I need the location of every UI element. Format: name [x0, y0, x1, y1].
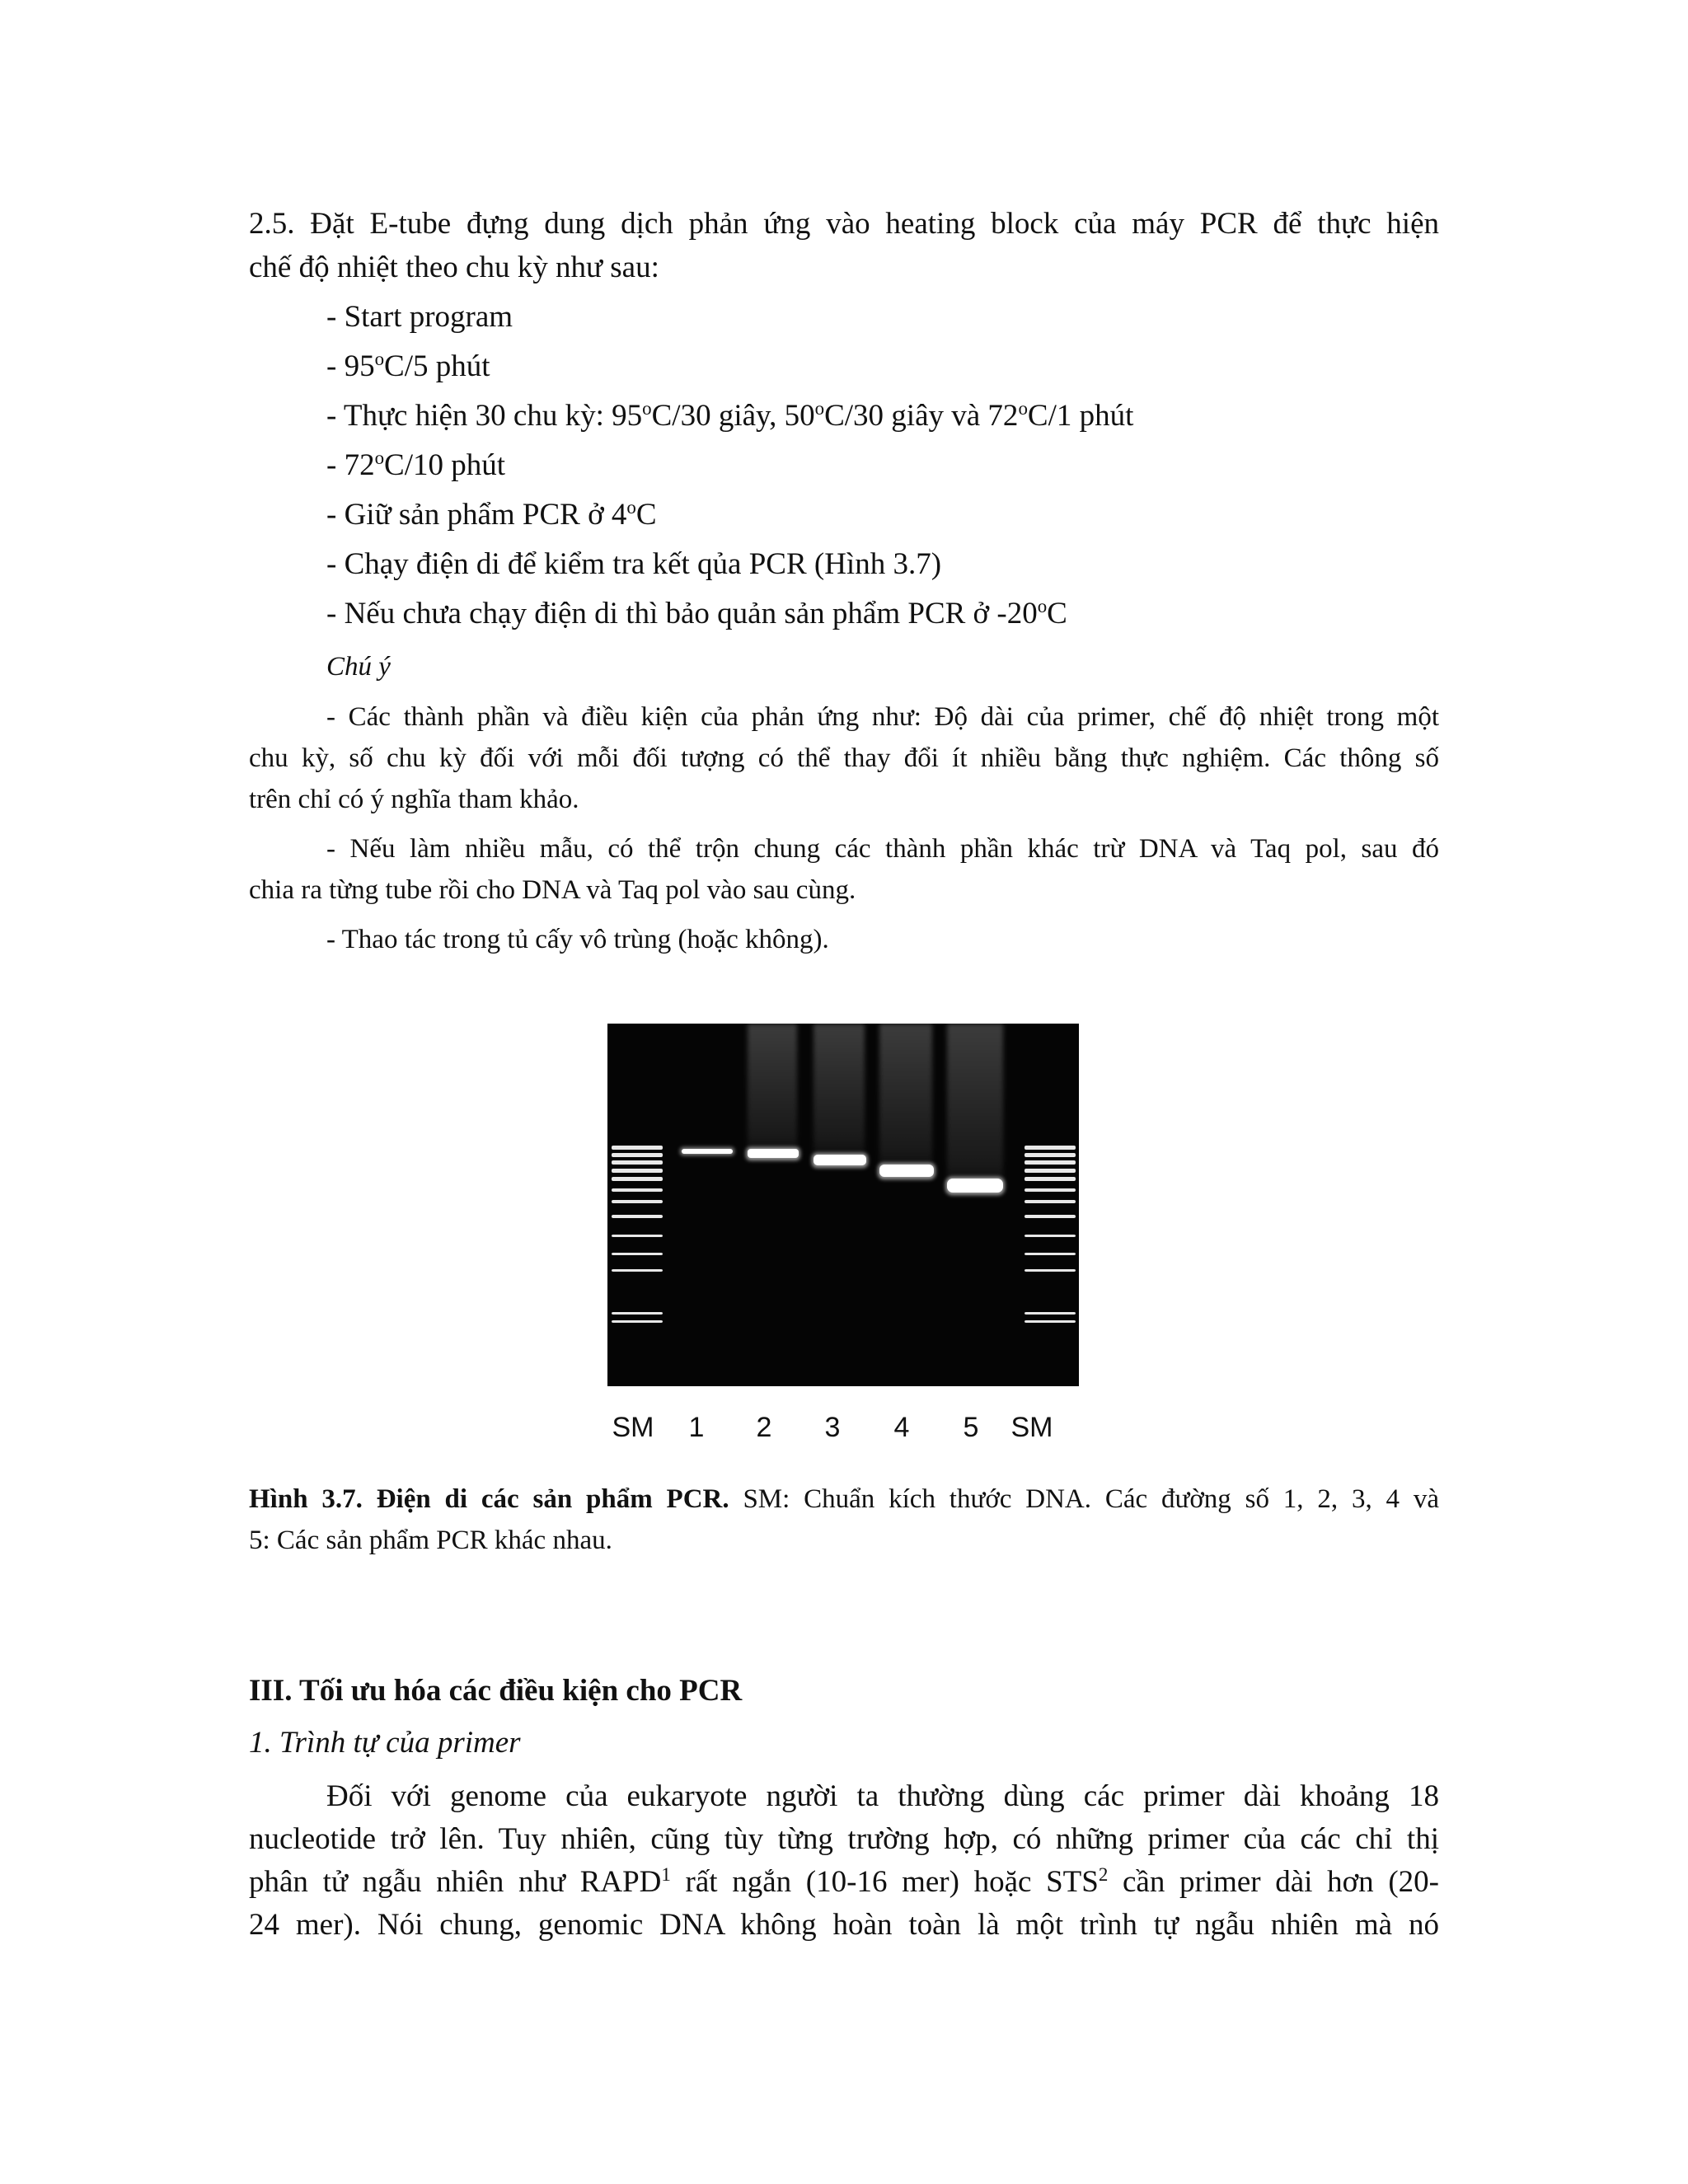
section-paragraph-line-1: Đối với genome của eukaryote người ta thường dùng các primer dài khoảng 18 [326, 1779, 1439, 1813]
lane-label-2: 2 [756, 1412, 772, 1443]
figure-caption-line-1: Hình 3.7. Điện di các sản phẩm PCR. SM: Chuẩn kích thước DNA. Các đường số 1, 2, 3, 4 và [249, 1484, 1439, 1514]
lane-label-5: 5 [963, 1412, 979, 1443]
gel-electrophoresis-image [607, 1024, 1079, 1386]
section-paragraph-line-4: 24 mer). Nói chung, genomic DNA không hoàn toàn là một trình tự ngẫu nhiên mà nó [249, 1908, 1439, 1942]
lane-label-1: 1 [688, 1412, 705, 1443]
step-line-2: chế độ nhiệt theo chu kỳ như sau: [249, 251, 659, 284]
note-p1-line-2: chu kỳ, số chu kỳ đối với mỗi đối tượng có thể thay đổi ít nhiều bằng thực nghiệm. Các thông số [249, 743, 1439, 773]
note-title: Chú ý [326, 652, 391, 682]
section-heading: III. Tối ưu hóa các điều kiện cho PCR [249, 1674, 743, 1708]
figure-caption-line-2: 5: Các sản phẩm PCR khác nhau. [249, 1526, 612, 1555]
program-store: - Nếu chưa chạy điện di thì bảo quản sản phẩm PCR ở -20$^o$C [326, 596, 1067, 630]
note-p1-line-3: trên chỉ có ý nghĩa tham khảo. [249, 785, 579, 814]
section-subheading: 1. Trình tự của primer [249, 1726, 521, 1760]
note-p1-line-1: - Các thành phần và điều kiện của phản ứng như: Độ dài của primer, chế độ nhiệt trong một [326, 702, 1439, 732]
footnote-1: 1 [661, 1864, 671, 1886]
step-line-1: 2.5. Đặt E-tube đựng dung dịch phản ứng vào heating block của máy PCR để thực hiện [249, 207, 1439, 241]
lane-label-4: 4 [893, 1412, 910, 1443]
program-final-extension: - 72$^o$C/10 phút [326, 448, 506, 482]
note-p3: - Thao tác trong tủ cấy vô trùng (hoặc không). [326, 925, 829, 954]
section-paragraph-line-2: nucleotide trở lên. Tuy nhiên, cũng tùy từng trường hợp, có những primer của các chỉ thị [249, 1822, 1439, 1856]
lane-label-3: 3 [824, 1412, 841, 1443]
program-denature: - 95$^o$C/5 phút [326, 349, 490, 383]
program-cycles: - Thực hiện 30 chu kỳ: 95$^o$C/30 giây, 50$^o$C/30 giây và 72$^o$C/1 phút [326, 398, 1134, 433]
section-paragraph-line-3: phân tử ngẫu nhiên như RAPD$^1$ rất ngắn (10-16 mer) hoặc STS$^2$ cần primer dài hơn (20- [249, 1864, 1439, 1899]
program-hold: - Giữ sản phẩm PCR ở 4$^o$C [326, 497, 657, 532]
lane-label-sm-right: SM [1010, 1412, 1053, 1443]
footnote-2: 2 [1098, 1864, 1109, 1886]
note-p2-line-2: chia ra từng tube rồi cho DNA và Taq pol vào sau cùng. [249, 875, 856, 905]
program-start: - Start program [326, 300, 513, 334]
note-p2-line-1: - Nếu làm nhiều mẫu, có thể trộn chung các thành phần khác trừ DNA và Taq pol, sau đó [326, 834, 1439, 864]
lane-label-sm-left: SM [612, 1412, 654, 1443]
program-run-gel: - Chạy điện di để kiểm tra kết qủa PCR (Hình 3.7) [326, 547, 942, 581]
